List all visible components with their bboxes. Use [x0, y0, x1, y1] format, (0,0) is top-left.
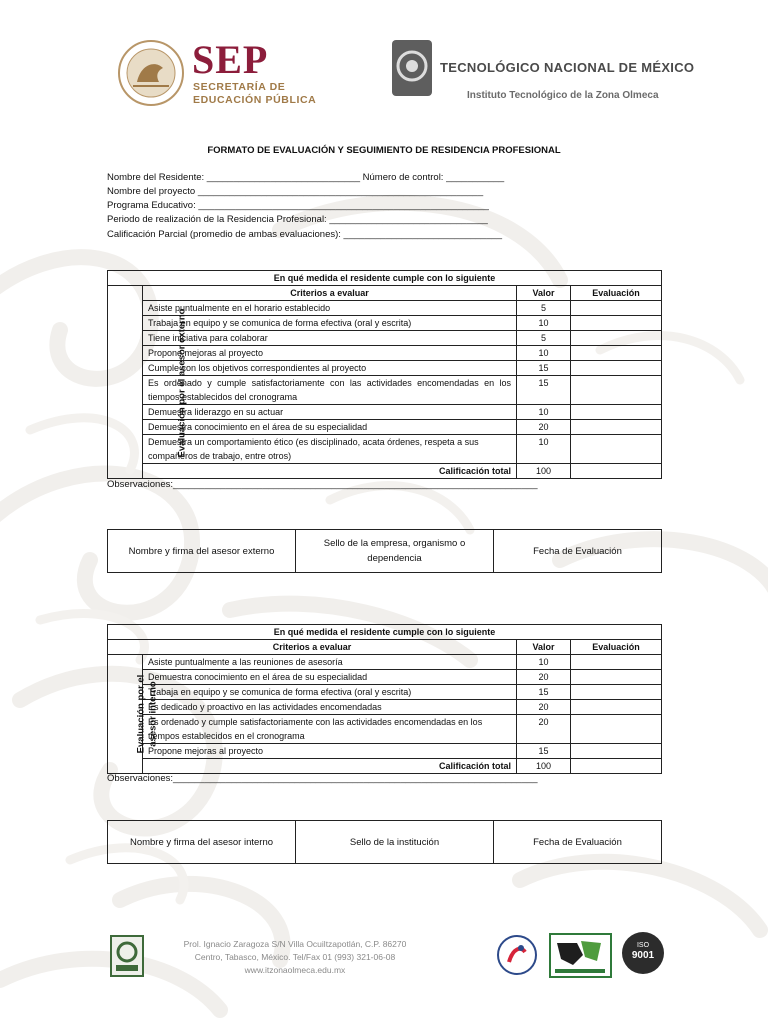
column-header-evaluation: Evaluación — [571, 286, 662, 301]
column-header-evaluation: Evaluación — [571, 640, 662, 655]
observations-external[interactable]: Observaciones:_____________________________________________________________________ — [107, 479, 538, 490]
evaluation-cell[interactable] — [571, 405, 662, 420]
value-cell: 20 — [517, 715, 571, 744]
sep-subtitle-line2: EDUCACIÓN PÚBLICA — [193, 94, 317, 106]
column-header-criteria: Criterios a evaluar — [108, 640, 517, 655]
table-heading: En qué medida el residente cumple con lo siguiente — [108, 625, 662, 640]
table-row — [108, 405, 662, 420]
total-evaluation-cell[interactable] — [571, 759, 662, 774]
iso-label: ISO — [636, 942, 650, 949]
evaluation-cell[interactable] — [571, 361, 662, 376]
internal-evaluation-table — [107, 624, 662, 774]
institute-crest-logo — [108, 933, 146, 979]
total-value: 100 — [517, 464, 571, 479]
signature-table-internal — [107, 820, 662, 864]
sep-subtitle-line1: SECRETARÍA DE — [193, 81, 286, 93]
table-row — [108, 316, 662, 331]
total-row — [108, 464, 662, 479]
value-cell: 10 — [517, 346, 571, 361]
evaluation-cell[interactable] — [571, 715, 662, 744]
tecnm-title: TECNOLÓGICO NACIONAL DE MÉXICO — [440, 60, 695, 75]
table-row — [108, 301, 662, 316]
value-cell: 10 — [517, 655, 571, 670]
table-header-row — [108, 640, 662, 655]
evaluation-cell[interactable] — [571, 744, 662, 759]
table-row — [108, 331, 662, 346]
table-heading: En qué medida el residente cumple con lo siguiente — [108, 271, 662, 286]
document-title: FORMATO DE EVALUACIÓN Y SEGUIMIENTO DE RESIDENCIA PROFESIONAL — [207, 145, 561, 156]
table-row — [108, 715, 662, 744]
criterion-cell: Demuestra un comportamiento ético (es disciplinado, acata órdenes, respeta a sus compañeros de trabajo, entre otros) — [143, 435, 517, 464]
value-cell: 15 — [517, 744, 571, 759]
value-cell: 5 — [517, 301, 571, 316]
observations-internal[interactable]: Observaciones:_____________________________________________________________________ — [107, 773, 538, 784]
table-row — [108, 744, 662, 759]
iso-9001-certification-logo — [622, 932, 664, 974]
equality-certification-logo — [496, 934, 538, 976]
value-cell: 15 — [517, 376, 571, 405]
criterion-cell: Demuestra conocimiento en el área de su especialidad — [143, 420, 517, 435]
field-program[interactable]: Programa Educativo: _______________________________________________________ — [107, 200, 489, 211]
field-resident-name[interactable]: Nombre del Residente: _____________________________ Número de control: ___________ — [107, 172, 505, 183]
table-row — [108, 361, 662, 376]
criterion-cell: Trabaja en equipo y se comunica de forma efectiva (oral y escrita) — [143, 316, 517, 331]
evaluation-cell[interactable] — [571, 301, 662, 316]
field-partial-grade[interactable]: Calificación Parcial (promedio de ambas evaluaciones): ______________________________ — [107, 229, 503, 240]
evaluation-date-box[interactable]: Fecha de Evaluación — [494, 530, 662, 573]
evaluation-cell[interactable] — [571, 700, 662, 715]
table-header-row — [108, 286, 662, 301]
criterion-cell: Propone mejoras al proyecto — [143, 346, 517, 361]
side-label-internal: Evaluación por el asesor interno — [108, 655, 143, 774]
evaluation-cell[interactable] — [571, 331, 662, 346]
table-row — [108, 700, 662, 715]
table-row — [108, 420, 662, 435]
sep-logo-text: SEP — [192, 37, 269, 82]
total-label: Calificación total — [143, 464, 517, 479]
iso-number: 9001 — [631, 950, 655, 961]
company-seal-box[interactable]: Sello de la empresa, organismo o dependencia — [296, 530, 494, 573]
evaluation-cell[interactable] — [571, 435, 662, 464]
evaluation-cell[interactable] — [571, 346, 662, 361]
environmental-management-logo — [549, 933, 612, 978]
criterion-cell: Asiste puntualmente en el horario establecido — [143, 301, 517, 316]
table-row — [108, 655, 662, 670]
institute-name: Instituto Tecnológico de la Zona Olmeca — [467, 90, 659, 101]
column-header-value: Valor — [517, 286, 571, 301]
value-cell: 20 — [517, 420, 571, 435]
value-cell: 5 — [517, 331, 571, 346]
criterion-cell: Demuestra liderazgo en su actuar — [143, 405, 517, 420]
footer-address — [165, 938, 425, 977]
signature-internal-advisor[interactable]: Nombre y firma del asesor interno — [108, 821, 296, 864]
criterion-cell: Es ordenado y cumple satisfactoriamente con las actividades encomendadas en los tiempos establecidos del cronograma — [143, 376, 517, 405]
evaluation-cell[interactable] — [571, 655, 662, 670]
value-cell: 10 — [517, 405, 571, 420]
total-row — [108, 759, 662, 774]
external-evaluation-table — [107, 270, 662, 479]
criterion-cell: Tiene iniciativa para colaborar — [143, 331, 517, 346]
field-project-name[interactable]: Nombre del proyecto ______________________________________________________ — [107, 186, 484, 197]
table-row — [108, 670, 662, 685]
criterion-cell: Propone mejoras al proyecto — [143, 744, 517, 759]
criterion-cell: Cumple con los objetivos correspondientes al proyecto — [143, 361, 517, 376]
signature-external-advisor[interactable]: Nombre y firma del asesor externo — [108, 530, 296, 573]
column-header-value: Valor — [517, 640, 571, 655]
evaluation-cell[interactable] — [571, 376, 662, 405]
value-cell: 15 — [517, 685, 571, 700]
tecnm-gear-logo — [390, 38, 434, 98]
evaluation-cell[interactable] — [571, 685, 662, 700]
footer-address-line1: Prol. Ignacio Zaragoza S/N Villa Ocuiltzapotlán, C.P. 86270 — [183, 939, 407, 949]
signature-table-external — [107, 529, 662, 573]
criterion-cell: Demuestra conocimiento en el área de su especialidad — [143, 670, 517, 685]
value-cell: 20 — [517, 700, 571, 715]
mexico-coat-of-arms-seal — [115, 38, 187, 108]
value-cell: 10 — [517, 435, 571, 464]
value-cell: 10 — [517, 316, 571, 331]
evaluation-cell[interactable] — [571, 420, 662, 435]
sep-logo-subtitle — [193, 81, 316, 107]
value-cell: 20 — [517, 670, 571, 685]
table-row — [108, 685, 662, 700]
evaluation-cell[interactable] — [571, 316, 662, 331]
total-evaluation-cell[interactable] — [571, 464, 662, 479]
side-label-external: Evaluación por el asesor externo — [108, 286, 143, 479]
table-row — [108, 435, 662, 464]
table-row — [108, 346, 662, 361]
criterion-cell: Trabaja en equipo y se comunica de forma efectiva (oral y escrita) — [143, 685, 517, 700]
table-heading-row — [108, 625, 662, 640]
total-value: 100 — [517, 759, 571, 774]
evaluation-cell[interactable] — [571, 670, 662, 685]
column-header-criteria: Criterios a evaluar — [143, 286, 517, 301]
table-heading-row — [108, 271, 662, 286]
evaluation-date-box[interactable]: Fecha de Evaluación — [494, 821, 662, 864]
criterion-cell: Es ordenado y cumple satisfactoriamente con las actividades encomendadas en los tiempos establecidos en el cronograma — [143, 715, 517, 744]
footer-website: www.itzonaolmeca.edu.mx — [244, 965, 346, 975]
field-period[interactable]: Periodo de realización de la Residencia Profesional: ______________________________ — [107, 214, 488, 225]
total-label: Calificación total — [143, 759, 517, 774]
footer-address-line2: Centro, Tabasco, México. Tel/Fax 01 (993) 321-06-08 — [194, 952, 396, 962]
value-cell: 15 — [517, 361, 571, 376]
institution-seal-box[interactable]: Sello de la institución — [296, 821, 494, 864]
criterion-cell: Asiste puntualmente a las reuniones de asesoría — [143, 655, 517, 670]
table-row — [108, 376, 662, 405]
criterion-cell: Es dedicado y proactivo en las actividades encomendadas — [143, 700, 517, 715]
